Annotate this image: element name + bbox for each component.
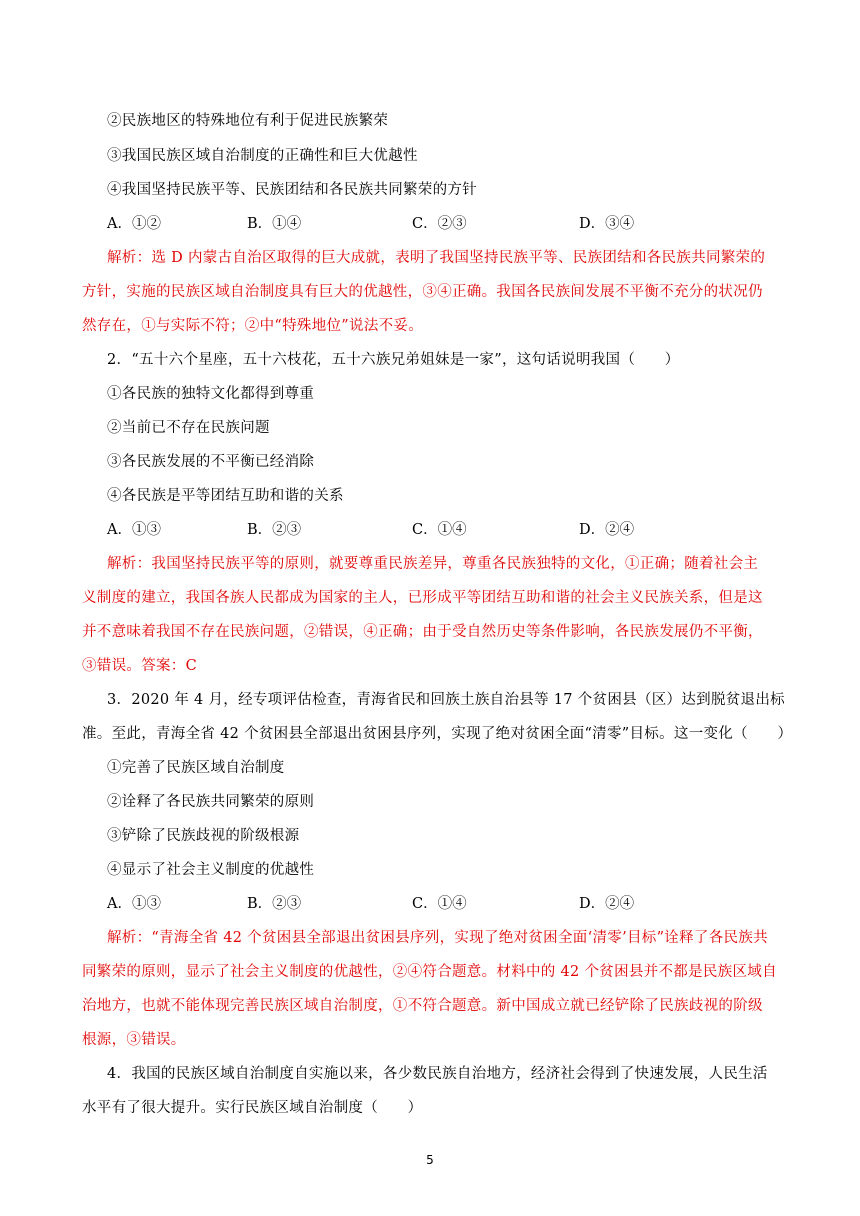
q1-analysis-line-1: 解析：选 D 内蒙古自治区取得的巨大成就，表明了我国坚持民族平等、民族团结和各民族共同繁荣的 xyxy=(107,250,766,266)
q1-option-d: D．③④ xyxy=(579,216,635,232)
q2-analysis-line-2: 义制度的建立，我国各族人民都成为国家的主人，已形成平等团结互助和谐的社会主义民族关系，但是这 xyxy=(82,590,763,606)
q2-option-c: C．①④ xyxy=(412,522,467,538)
q3-option-b: B．②③ xyxy=(247,896,302,912)
q1-analysis-line-3: 然存在，①与实际不符；②中“特殊地位”说法不妥。 xyxy=(82,318,424,334)
q2-item-4: ④各民族是平等团结互助和谐的关系 xyxy=(107,488,344,504)
q1-item-3: ③我国民族区域自治制度的正确性和巨大优越性 xyxy=(107,148,418,164)
q3-analysis-line-1: 解析：“青海全省 42 个贫困县全部退出贫困县序列，实现了绝对贫困全面‘清零’目标”诠释了各民族共 xyxy=(107,930,768,946)
q3-option-c: C．①④ xyxy=(412,896,467,912)
q1-option-c: C．②③ xyxy=(412,216,467,232)
q3-stem-line-1: 3．2020 年 4 月，经专项评估检查，青海省民和回族土族自治县等 17 个贫困县（区）达到脱贫退出标 xyxy=(107,692,785,708)
q3-item-3: ③铲除了民族歧视的阶级根源 xyxy=(107,828,300,844)
q3-option-d: D．②④ xyxy=(579,896,635,912)
q1-item-2: ②民族地区的特殊地位有利于促进民族繁荣 xyxy=(107,113,389,129)
q2-item-2: ②当前已不存在民族问题 xyxy=(107,420,270,436)
q3-item-4: ④显示了社会主义制度的优越性 xyxy=(107,862,315,878)
q3-analysis-line-2: 同繁荣的原则，显示了社会主义制度的优越性，②④符合题意。材料中的 42 个贫困县并不都是民族区域自 xyxy=(82,964,777,980)
q3-option-a: A．①③ xyxy=(107,896,161,912)
q3-analysis-line-4: 根源，③错误。 xyxy=(82,1032,186,1048)
q1-option-a: A．①② xyxy=(107,216,161,232)
q3-item-1: ①完善了民族区域自治制度 xyxy=(107,760,285,776)
q1-option-b: B．①④ xyxy=(247,216,302,232)
q1-analysis-line-2: 方针，实施的民族区域自治制度具有巨大的优越性，③④正确。我国各民族间发展不平衡不充分的状况仍 xyxy=(82,284,763,300)
q4-stem-line-1: 4．我国的民族区域自治制度自实施以来，各少数民族自治地方，经济社会得到了快速发展，人民生活 xyxy=(107,1066,768,1082)
q3-item-2: ②诠释了各民族共同繁荣的原则 xyxy=(107,794,315,810)
q1-item-4: ④我国坚持民族平等、民族团结和各民族共同繁荣的方针 xyxy=(107,182,477,198)
q2-option-a: A．①③ xyxy=(107,522,161,538)
q2-item-1: ①各民族的独特文化都得到尊重 xyxy=(107,386,315,402)
q2-option-d: D．②④ xyxy=(579,522,635,538)
q3-analysis-line-3: 治地方，也就不能体现完善民族区域自治制度，①不符合题意。新中国成立就已经铲除了民族歧视的阶级 xyxy=(82,998,763,1014)
q2-analysis-line-1: 解析：我国坚持民族平等的原则，就要尊重民族差异，尊重各民族独特的文化，①正确；随着社会主 xyxy=(107,556,759,572)
q3-stem-line-2: 准。至此，青海全省 42 个贫困县全部退出贫困县序列，实现了绝对贫困全面“清零”目标。这一变化（ ） xyxy=(82,726,793,742)
q2-analysis-line-3: 并不意味着我国不存在民族问题，②错误，④正确；由于受自然历史等条件影响，各民族发展仍不平衡， xyxy=(82,624,763,640)
q2-analysis-line-4: ③错误。答案：C xyxy=(82,658,197,674)
q2-item-3: ③各民族发展的不平衡已经消除 xyxy=(107,454,315,470)
q2-option-b: B．②③ xyxy=(247,522,302,538)
page-number: 5 xyxy=(426,1153,434,1167)
q4-stem-line-2: 水平有了很大提升。实行民族区域自治制度（ ） xyxy=(82,1100,423,1116)
q2-stem: 2．“五十六个星座，五十六枝花，五十六族兄弟姐妹是一家”，这句话说明我国（ ） xyxy=(107,352,680,368)
